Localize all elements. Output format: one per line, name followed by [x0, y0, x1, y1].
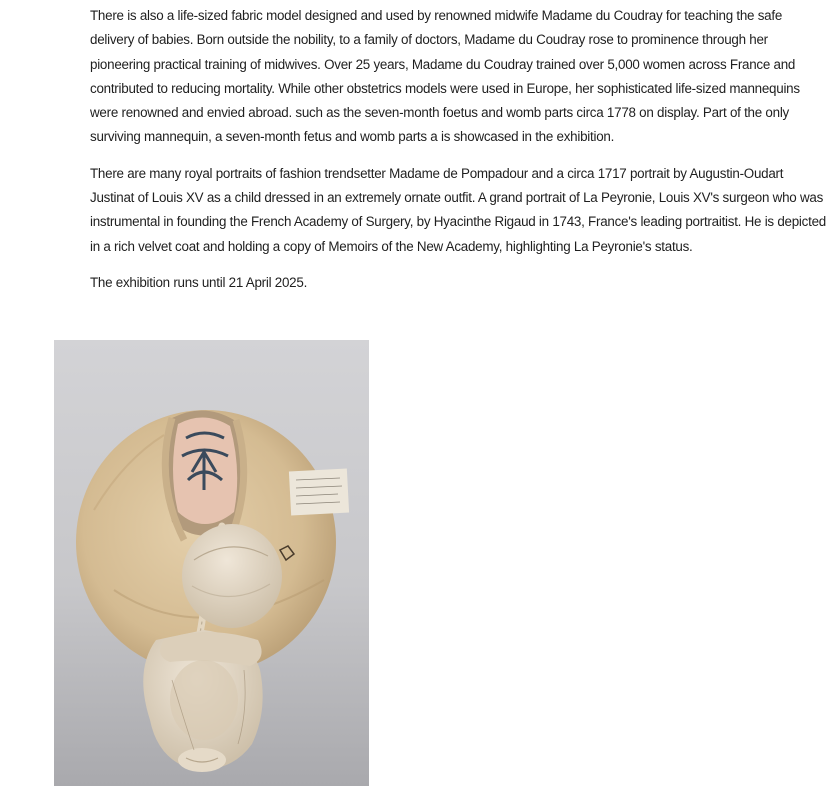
paragraph-du-coudray: There is also a life-sized fabric model designed and used by renowned midwife Madame du Coudray for teaching the safe delivery of babies. Born outside the nobility, to a family of doctors, Madame du Coudray rose to prominence through her pioneering practical training of midwives. Over 25 years, Madame du Coudray trained over 5,000 women across France and contributed to reducing mortality. While other obstetrics models were used in Europe, her sophisticated life-sized mannequins were renowned and envied abroad. such as the seven-month foetus and womb parts circa 1778 on display. Part of the only surviving mannequin, a seven-month fetus and womb parts a is showcased in the exhibition. — [90, 8, 800, 145]
fetus-mannequin-photo — [54, 340, 369, 786]
paragraph-portraits: There are many royal portraits of fashion trendsetter Madame de Pompadour and a circa 1717 portrait by Augustin-Oudart Justinat of Louis XV as a child dressed in an extremely ornate outfit. A grand portrait of La Peyronie, Louis XV's surgeon who was instrumental in founding the French Academy of Surgery, by Hyacinthe Rigaud in 1743, France's leading portraitist. He is depicted in a rich velvet coat and holding a copy of Memoirs of the New Academy, highlighting La Peyronie's status. — [90, 165, 826, 254]
article-body — [90, 4, 828, 307]
paragraph-exhibition-dates: The exhibition runs until 21 April 2025. — [90, 274, 308, 290]
